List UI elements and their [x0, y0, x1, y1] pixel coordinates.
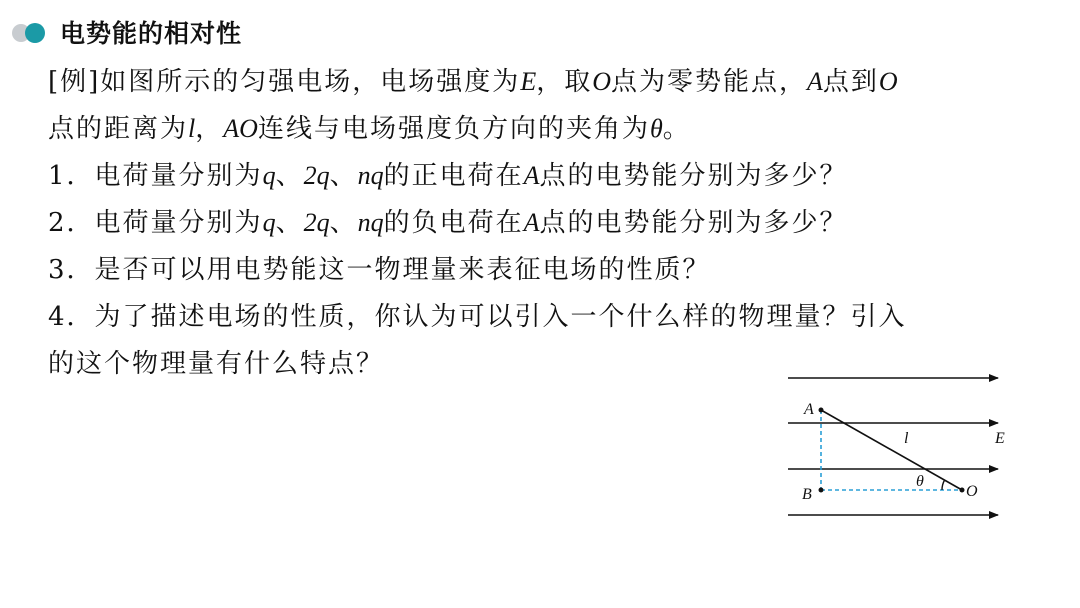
- point-B: [819, 488, 824, 493]
- question-text: 电荷量分别为: [94, 208, 263, 238]
- example-text: 如图所示的匀强电场，电场强度为: [100, 67, 521, 97]
- label-E: E: [995, 430, 1005, 447]
- question-text: 的这个物理量有什么特点？: [48, 349, 385, 379]
- example-text: ，: [195, 114, 224, 144]
- label-A: A: [804, 401, 814, 418]
- example-text: ，取: [536, 67, 593, 97]
- question-text: 的负电荷在: [383, 208, 524, 238]
- section-bullet-icon: [12, 19, 50, 45]
- symbol-2q: 2q: [303, 208, 330, 237]
- question-text: 点的电势能分别为多少？: [539, 161, 848, 191]
- question-text: 、: [329, 208, 358, 238]
- field-diagram-svg: [780, 362, 1040, 522]
- question-text: 为了描述电场的性质，你认为可以引入一个什么样的物理量？引入: [94, 302, 907, 332]
- question-text: 、: [275, 161, 304, 191]
- example-text: 点为零势能点，: [611, 67, 808, 97]
- question-3: [48, 250, 1038, 297]
- angle-arc: [942, 480, 945, 490]
- label-O: O: [966, 483, 978, 500]
- question-1: [48, 156, 1038, 203]
- segment-AO: [821, 410, 962, 490]
- symbol-nq: nq: [357, 208, 384, 237]
- symbol-A: A: [807, 67, 823, 96]
- symbol-nq: nq: [357, 161, 384, 190]
- question-number: 2．: [48, 208, 95, 238]
- question-number: 4．: [48, 302, 95, 332]
- label-l: l: [904, 430, 909, 447]
- example-line-2: [48, 109, 1038, 156]
- example-text: 点到: [822, 67, 879, 97]
- symbol-A: A: [523, 161, 540, 190]
- section-header: [12, 14, 242, 50]
- symbol-q: q: [262, 208, 276, 237]
- example-line-1: [48, 62, 1038, 109]
- question-text: 点的电势能分别为多少？: [539, 208, 848, 238]
- point-O: [960, 488, 965, 493]
- symbol-2q: 2q: [303, 161, 330, 190]
- symbol-l: l: [188, 114, 196, 143]
- question-text: 的正电荷在: [383, 161, 524, 191]
- label-B: B: [802, 486, 812, 503]
- example-text: 。: [662, 114, 691, 144]
- question-text: 电荷量分别为: [94, 161, 263, 191]
- symbol-O: O: [592, 67, 611, 96]
- section-title: 电势能的相对性: [60, 19, 243, 48]
- example-tag: [例]: [48, 67, 101, 97]
- question-2: [48, 203, 1038, 250]
- symbol-q: q: [262, 161, 276, 190]
- point-A: [819, 408, 824, 413]
- example-content: [48, 62, 1038, 391]
- symbol-E: E: [520, 67, 537, 96]
- symbol-AO: AO: [223, 114, 258, 143]
- example-text: 点的距离为: [48, 114, 189, 144]
- label-theta: θ: [916, 473, 924, 490]
- question-number: 3．: [48, 255, 95, 285]
- symbol-theta: θ: [649, 114, 663, 143]
- question-text: 、: [275, 208, 304, 238]
- symbol-A: A: [523, 208, 540, 237]
- symbol-O: O: [878, 67, 898, 96]
- field-diagram: [780, 362, 1040, 522]
- question-text: 、: [329, 161, 358, 191]
- question-text: 是否可以用电势能这一物理量来表征电场的性质？: [94, 255, 711, 285]
- question-4: [48, 297, 1038, 344]
- question-number: 1．: [48, 161, 95, 191]
- example-text: 连线与电场强度负方向的夹角为: [257, 114, 650, 144]
